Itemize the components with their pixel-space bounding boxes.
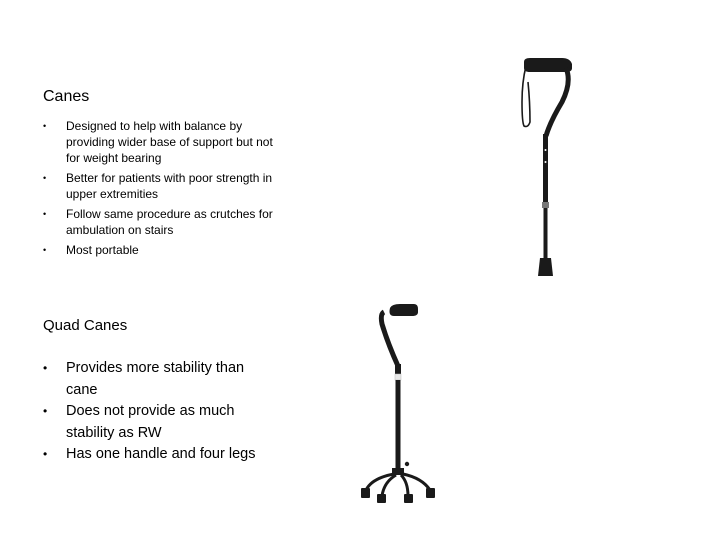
list-item [43, 242, 278, 258]
list-item [43, 358, 273, 401]
bullet-icon: • [43, 361, 48, 375]
bullet-icon: • [43, 245, 47, 255]
bullet-icon: • [43, 404, 48, 418]
bullet-icon: • [43, 121, 47, 131]
list-item [43, 206, 278, 238]
bullet-text: Designed to help with balance by providing wider base of support but not for weight bearing [66, 119, 273, 165]
cane-image [500, 52, 590, 282]
bullet-text: Provides more stability than cane [66, 360, 245, 398]
bullet-icon: • [43, 209, 47, 219]
list-item [43, 118, 278, 166]
quad-canes-bullet-list [43, 358, 273, 466]
list-item [43, 401, 273, 444]
canes-bullet-list [43, 118, 278, 262]
bullet-text: Follow same procedure as crutches for ambulation on stairs [66, 207, 273, 237]
bullet-text: Does not provide as much stability as RW [66, 403, 235, 441]
list-item [43, 170, 278, 202]
bullet-icon: • [43, 447, 48, 461]
quad-cane-image [350, 300, 450, 505]
canes-title: Canes [43, 88, 90, 105]
list-item [43, 444, 273, 466]
quad-canes-title: Quad Canes [43, 317, 128, 334]
bullet-icon: • [43, 173, 47, 183]
bullet-text: Has one handle and four legs [66, 446, 256, 462]
bullet-text: Better for patients with poor strength in upper extremities [66, 171, 273, 201]
bullet-text: Most portable [66, 243, 139, 257]
